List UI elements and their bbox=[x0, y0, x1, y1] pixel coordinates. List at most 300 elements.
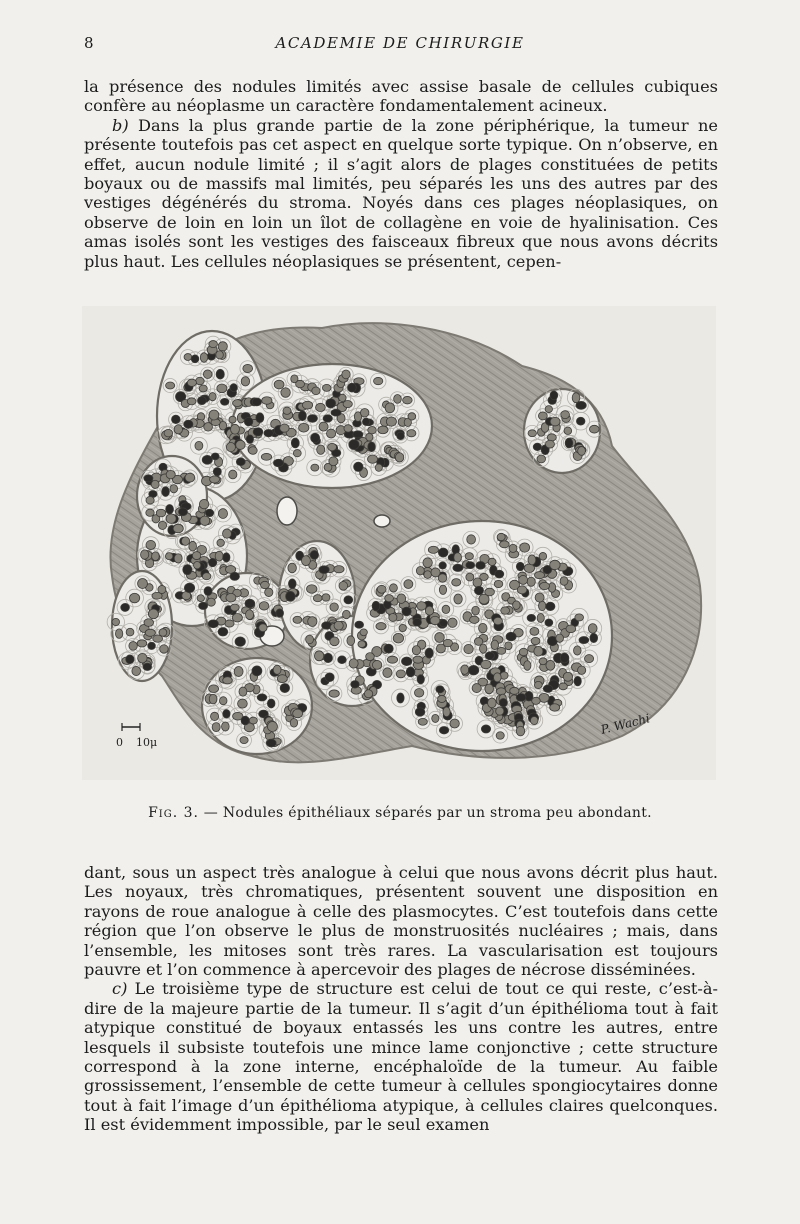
cell-nucleus bbox=[374, 377, 383, 384]
cell-nucleus bbox=[266, 739, 276, 747]
cell-nucleus bbox=[316, 403, 326, 411]
cell-nucleus bbox=[322, 594, 330, 601]
cell-nucleus bbox=[476, 562, 485, 570]
cell-nucleus bbox=[509, 544, 517, 552]
cell-nucleus bbox=[222, 722, 230, 731]
cell-nucleus bbox=[575, 614, 584, 621]
cell-nucleus bbox=[121, 603, 130, 611]
cell-nucleus bbox=[257, 694, 267, 701]
cell-nucleus bbox=[454, 553, 462, 563]
cell-nucleus bbox=[307, 585, 317, 593]
cell-nucleus bbox=[505, 642, 512, 650]
cell-nucleus bbox=[313, 595, 322, 602]
cell-nucleus bbox=[273, 459, 283, 467]
cell-nucleus bbox=[229, 470, 237, 479]
cell-nucleus bbox=[450, 719, 459, 728]
cell-nucleus bbox=[452, 579, 461, 586]
cell-nucleus bbox=[574, 676, 581, 686]
histology-figure bbox=[82, 306, 716, 780]
cell-nucleus bbox=[183, 565, 192, 575]
cell-nucleus bbox=[296, 380, 305, 388]
cell-nucleus bbox=[499, 699, 507, 707]
cell-nucleus bbox=[406, 667, 415, 677]
cell-nucleus bbox=[496, 707, 504, 715]
caption-label: Fig. 3. bbox=[148, 805, 200, 821]
cell-nucleus bbox=[343, 400, 352, 407]
cell-nucleus bbox=[564, 427, 572, 434]
cell-nucleus bbox=[393, 633, 403, 643]
cell-nucleus bbox=[560, 577, 568, 586]
cell-nucleus bbox=[438, 695, 446, 702]
body-text-top bbox=[84, 77, 718, 271]
cell-nucleus bbox=[166, 382, 175, 389]
cell-nucleus bbox=[355, 621, 364, 628]
cell-nucleus bbox=[238, 699, 248, 708]
cell-nucleus bbox=[397, 594, 406, 604]
cell-nucleus bbox=[540, 582, 550, 589]
cell-nucleus bbox=[399, 624, 406, 631]
cell-nucleus bbox=[213, 467, 221, 475]
cell-nucleus bbox=[215, 551, 223, 561]
cell-nucleus bbox=[141, 550, 149, 559]
cell-nucleus bbox=[438, 548, 448, 557]
cell-nucleus bbox=[311, 464, 319, 471]
cell-nucleus bbox=[202, 455, 212, 464]
cell-nucleus bbox=[129, 593, 139, 603]
cell-nucleus bbox=[196, 377, 205, 385]
cell-nucleus bbox=[184, 583, 194, 593]
figure-caption bbox=[0, 805, 800, 821]
cell-nucleus bbox=[172, 415, 181, 423]
cell-nucleus bbox=[326, 429, 335, 438]
cell-nucleus bbox=[372, 601, 380, 611]
cell-nucleus bbox=[493, 617, 502, 624]
cell-nucleus bbox=[338, 656, 347, 664]
cell-nucleus bbox=[443, 639, 452, 646]
cell-nucleus bbox=[415, 708, 424, 716]
cell-nucleus bbox=[311, 433, 320, 442]
cell-nucleus bbox=[383, 668, 392, 678]
cell-nucleus bbox=[256, 413, 264, 423]
cell-nucleus bbox=[246, 610, 254, 620]
cell-nucleus bbox=[144, 475, 153, 482]
cell-nucleus bbox=[545, 406, 552, 413]
cell-nucleus bbox=[217, 539, 224, 546]
cell-nucleus bbox=[403, 396, 413, 403]
cell-nucleus bbox=[231, 424, 240, 434]
cell-nucleus bbox=[368, 455, 378, 463]
cell-nucleus bbox=[545, 440, 554, 448]
cell-nucleus bbox=[223, 553, 230, 562]
cell-nucleus bbox=[330, 637, 339, 646]
cell-nucleus bbox=[203, 370, 212, 379]
cell-nucleus bbox=[474, 586, 483, 595]
paragraph-text: Le troisième type de structure est celui de tout ce qui reste, c’est-à-dire de la majeure partie de la tumeur. Il s’agit d’un épithélioma tout à fait atypique constitué de boyaux entassés les uns contre les autres, entre lesquels il subsiste toutefois une mince lame conjonctive ; cette structure correspond à la zone interne, encéphaloïde de la tumeur. Au faible grossissement, l’ensemble de cette tumeur à cellules spongiocytaires donne tout à fait l’image d’un épithélioma atypique, à cellules claires quelconques. Il est évidemment impossible, par le seul examen bbox=[84, 979, 718, 1135]
cell-nucleus bbox=[538, 412, 547, 420]
cell-nucleus bbox=[151, 480, 159, 488]
cell-nucleus bbox=[173, 524, 183, 533]
cell-nucleus bbox=[348, 383, 357, 392]
cell-nucleus bbox=[164, 429, 173, 437]
cell-nucleus bbox=[185, 473, 195, 482]
cell-nucleus bbox=[360, 629, 367, 636]
running-title: ACADEMIE DE CHIRURGIE bbox=[275, 34, 525, 52]
cell-nucleus bbox=[293, 616, 302, 623]
cell-nucleus bbox=[249, 447, 258, 455]
cell-nucleus bbox=[461, 665, 469, 674]
cell-nucleus bbox=[331, 409, 341, 416]
cell-nucleus bbox=[165, 553, 172, 560]
cell-nucleus bbox=[358, 641, 366, 648]
cell-nucleus bbox=[485, 652, 494, 660]
histology-drawing bbox=[82, 306, 716, 780]
cell-nucleus bbox=[211, 712, 219, 720]
cell-nucleus bbox=[550, 560, 560, 569]
cell-nucleus bbox=[323, 415, 332, 422]
cell-nucleus bbox=[158, 585, 166, 593]
cell-nucleus bbox=[520, 543, 530, 552]
cell-nucleus bbox=[435, 633, 445, 643]
cell-nucleus bbox=[488, 558, 496, 565]
list-label: c) bbox=[112, 979, 128, 999]
cell-nucleus bbox=[301, 556, 310, 566]
cell-nucleus bbox=[539, 552, 546, 560]
paragraph: dant, sous un aspect très analogue à celui que nous avons décrit plus haut. Les noyaux, très chromatiques, présentent souvent une disposition en rayons de roue analogue à celle des plasmocytes. C’est toutefois dans cette région que l’on observe le plus de monstruosités nucléaires ; mais, dans l’ensemble, les mitoses sont très rares. La vascularisation est toujours pauvre et l’on commence à apercevoir des plages de nécrose disséminées. bbox=[84, 863, 718, 980]
cell-nucleus bbox=[516, 694, 526, 702]
cell-nucleus bbox=[414, 688, 423, 697]
cell-nucleus bbox=[404, 580, 413, 589]
cell-nucleus bbox=[166, 514, 176, 524]
cell-nucleus bbox=[378, 426, 388, 434]
cell-nucleus bbox=[223, 677, 233, 684]
cell-nucleus bbox=[364, 690, 372, 698]
cell-nucleus bbox=[195, 441, 203, 450]
cell-nucleus bbox=[416, 567, 424, 575]
paragraph: la présence des nodules limités avec assise basale de cellules cubiques confère au néoplasme un caractère fondamentalement acineux. bbox=[84, 77, 718, 116]
cell-nucleus bbox=[218, 509, 227, 519]
scale-bar bbox=[116, 723, 157, 749]
cell-nucleus bbox=[236, 458, 245, 466]
cell-nucleus bbox=[538, 601, 545, 611]
cell-nucleus bbox=[385, 403, 395, 413]
cell-nucleus bbox=[496, 688, 505, 695]
cell-nucleus bbox=[291, 438, 299, 448]
cell-nucleus bbox=[249, 717, 257, 724]
cell-nucleus bbox=[488, 698, 497, 708]
cell-nucleus bbox=[418, 718, 427, 725]
cell-nucleus bbox=[210, 476, 220, 483]
cell-nucleus bbox=[547, 434, 556, 441]
cell-nucleus bbox=[212, 723, 220, 732]
cell-nucleus bbox=[146, 496, 154, 504]
cell-nucleus bbox=[432, 714, 439, 722]
cell-nucleus bbox=[216, 351, 224, 359]
cell-nucleus bbox=[377, 585, 386, 593]
cell-nucleus bbox=[491, 640, 499, 650]
cell-nucleus bbox=[465, 553, 473, 560]
cell-nucleus bbox=[286, 591, 295, 601]
cell-nucleus bbox=[402, 657, 412, 666]
cell-nucleus bbox=[534, 646, 543, 656]
cell-nucleus bbox=[267, 699, 275, 708]
cell-nucleus bbox=[495, 570, 504, 578]
cell-nucleus bbox=[319, 566, 329, 574]
cell-nucleus bbox=[480, 573, 489, 580]
cell-nucleus bbox=[530, 627, 539, 635]
cell-nucleus bbox=[216, 369, 224, 379]
cell-nucleus bbox=[384, 644, 393, 653]
cell-nucleus bbox=[310, 551, 318, 560]
cell-nucleus bbox=[524, 661, 531, 671]
cell-nucleus bbox=[417, 602, 427, 611]
paragraph-text: Dans la plus grande partie de la zone périphérique, la tumeur ne présente toutefois pas cet aspect en quelque sorte typique. On n’observe, en effet, aucun nodule limité ; il s’agit alors de plages constituées de petits boyaux ou de massifs mal limités, peu séparés les uns des autres par des vestiges dégénérés du stroma. Noyés dans ces plages néoplasiques, on observe de loin en loin un îlot de collagène en voie de hyalinisation. Ces amas isolés sont les vestiges des faisceaux fibreux que nous avons décrits plus haut. Les cellules néoplasiques se présentent, cepen- bbox=[84, 115, 718, 271]
cell-nucleus bbox=[232, 614, 242, 622]
cell-nucleus bbox=[179, 508, 188, 516]
cell-nucleus bbox=[375, 464, 382, 471]
cell-nucleus bbox=[252, 666, 262, 676]
cell-nucleus bbox=[543, 685, 553, 692]
cell-nucleus bbox=[262, 397, 272, 405]
cell-nucleus bbox=[199, 499, 208, 508]
cell-nucleus bbox=[158, 521, 166, 529]
cell-nucleus bbox=[312, 387, 320, 395]
cell-nucleus bbox=[394, 395, 402, 404]
cell-nucleus bbox=[517, 586, 527, 594]
vessel-lumen bbox=[277, 497, 297, 525]
cell-nucleus bbox=[184, 420, 193, 428]
cell-nucleus bbox=[472, 684, 481, 693]
cell-nucleus bbox=[368, 426, 377, 433]
cell-nucleus bbox=[236, 440, 245, 449]
cell-nucleus bbox=[229, 416, 236, 423]
cell-nucleus bbox=[226, 442, 235, 451]
cell-nucleus bbox=[194, 562, 201, 569]
cell-nucleus bbox=[244, 417, 253, 426]
cell-nucleus bbox=[527, 577, 535, 586]
cell-nucleus bbox=[137, 640, 147, 647]
cell-nucleus bbox=[145, 629, 155, 636]
cell-nucleus bbox=[436, 686, 444, 693]
cell-nucleus bbox=[306, 635, 314, 644]
cell-nucleus bbox=[550, 391, 558, 400]
cell-nucleus bbox=[148, 642, 156, 649]
cell-nucleus bbox=[209, 393, 216, 401]
cell-nucleus bbox=[532, 697, 541, 704]
cell-nucleus bbox=[241, 716, 249, 725]
cell-nucleus bbox=[264, 429, 274, 436]
cell-nucleus bbox=[189, 541, 197, 551]
cell-nucleus bbox=[387, 656, 397, 663]
cell-nucleus bbox=[481, 725, 490, 733]
cell-nucleus bbox=[220, 398, 228, 405]
cell-nucleus bbox=[546, 602, 555, 610]
cell-nucleus bbox=[519, 575, 528, 584]
cell-nucleus bbox=[530, 716, 538, 724]
cell-nucleus bbox=[187, 379, 196, 386]
scale-zero: 0 bbox=[116, 736, 123, 749]
cell-nucleus bbox=[354, 462, 363, 471]
cell-nucleus bbox=[252, 398, 261, 406]
cell-nucleus bbox=[261, 581, 270, 588]
cell-nucleus bbox=[396, 670, 405, 678]
cell-nucleus bbox=[563, 672, 572, 681]
cell-nucleus bbox=[353, 431, 363, 438]
cell-nucleus bbox=[290, 718, 297, 727]
cell-nucleus bbox=[423, 558, 432, 568]
cell-nucleus bbox=[334, 566, 344, 573]
cell-nucleus bbox=[430, 616, 440, 624]
body-text-bottom bbox=[84, 863, 718, 1135]
cell-nucleus bbox=[516, 726, 524, 736]
page-number: 8 bbox=[84, 34, 94, 52]
cell-nucleus bbox=[159, 629, 167, 637]
cell-nucleus bbox=[317, 445, 325, 454]
cell-nucleus bbox=[205, 509, 213, 516]
cell-nucleus bbox=[385, 595, 394, 602]
cell-nucleus bbox=[576, 417, 585, 425]
cell-nucleus bbox=[280, 683, 289, 692]
cell-nucleus bbox=[288, 579, 296, 589]
cell-nucleus bbox=[533, 443, 541, 450]
cell-nucleus bbox=[342, 370, 350, 379]
cell-nucleus bbox=[334, 621, 343, 630]
cell-nucleus bbox=[376, 623, 386, 630]
cell-nucleus bbox=[516, 562, 524, 570]
cell-nucleus bbox=[496, 732, 504, 739]
cell-nucleus bbox=[245, 599, 255, 608]
cell-nucleus bbox=[129, 642, 137, 651]
cell-nucleus bbox=[510, 687, 519, 694]
cell-nucleus bbox=[550, 704, 560, 711]
cell-nucleus bbox=[192, 552, 201, 560]
cell-nucleus bbox=[299, 411, 307, 421]
cell-nucleus bbox=[280, 424, 289, 432]
cell-nucleus bbox=[253, 428, 263, 436]
cell-nucleus bbox=[208, 558, 216, 566]
cell-nucleus bbox=[218, 628, 228, 637]
cell-nucleus bbox=[174, 554, 182, 563]
cell-nucleus bbox=[209, 685, 219, 693]
cell-nucleus bbox=[556, 634, 564, 642]
cell-nucleus bbox=[233, 400, 242, 407]
cell-nucleus bbox=[226, 593, 236, 602]
cell-nucleus bbox=[485, 684, 494, 694]
artist-signature: P. Wachi bbox=[599, 711, 652, 737]
cell-nucleus bbox=[454, 594, 462, 604]
cell-nucleus bbox=[277, 675, 287, 683]
cell-nucleus bbox=[579, 637, 589, 644]
cell-nucleus bbox=[162, 487, 170, 497]
cell-nucleus bbox=[324, 653, 333, 662]
cell-nucleus bbox=[412, 646, 420, 655]
cell-nucleus bbox=[413, 656, 423, 663]
cell-nucleus bbox=[343, 610, 351, 619]
list-label: b) bbox=[112, 115, 129, 135]
cell-nucleus bbox=[274, 380, 284, 389]
cell-nucleus bbox=[191, 355, 199, 363]
cell-nucleus bbox=[293, 450, 301, 457]
cell-nucleus bbox=[349, 659, 358, 668]
cell-nucleus bbox=[559, 683, 567, 690]
cell-nucleus bbox=[243, 364, 253, 372]
cell-nucleus bbox=[386, 417, 396, 426]
cell-nucleus bbox=[329, 457, 338, 466]
cell-nucleus bbox=[281, 388, 290, 398]
cell-nucleus bbox=[152, 552, 160, 561]
cell-nucleus bbox=[198, 396, 207, 404]
cell-nucleus bbox=[494, 580, 503, 587]
cell-nucleus bbox=[328, 443, 337, 450]
cell-nucleus bbox=[497, 533, 505, 540]
cell-nucleus bbox=[467, 535, 476, 544]
cell-nucleus bbox=[347, 636, 355, 646]
cell-nucleus bbox=[397, 693, 404, 703]
cell-nucleus bbox=[115, 629, 122, 638]
cell-nucleus bbox=[132, 666, 141, 675]
cell-nucleus bbox=[572, 393, 580, 403]
cell-nucleus bbox=[234, 667, 243, 677]
cell-nucleus bbox=[366, 653, 375, 661]
cell-nucleus bbox=[535, 593, 544, 602]
cell-nucleus bbox=[402, 607, 411, 616]
cell-nucleus bbox=[197, 595, 204, 602]
cell-nucleus bbox=[170, 485, 178, 493]
cell-nucleus bbox=[372, 660, 381, 669]
cell-nucleus bbox=[288, 563, 297, 573]
cell-nucleus bbox=[440, 619, 448, 626]
cell-nucleus bbox=[344, 425, 352, 432]
scale-label: 10μ bbox=[136, 736, 158, 749]
cell-nucleus bbox=[590, 633, 598, 642]
cell-nucleus bbox=[501, 607, 510, 614]
cell-nucleus bbox=[299, 423, 309, 432]
cell-nucleus bbox=[187, 398, 196, 405]
cell-nucleus bbox=[259, 602, 269, 610]
cell-nucleus bbox=[439, 585, 446, 594]
cell-nucleus bbox=[588, 624, 597, 634]
cell-nucleus bbox=[267, 722, 277, 732]
cell-nucleus bbox=[513, 601, 521, 610]
cell-nucleus bbox=[389, 613, 397, 621]
cell-nucleus bbox=[314, 651, 323, 661]
cell-nucleus bbox=[527, 614, 535, 621]
cell-nucleus bbox=[166, 470, 175, 478]
cell-nucleus bbox=[181, 537, 189, 545]
cell-nucleus bbox=[308, 617, 317, 627]
cell-nucleus bbox=[184, 354, 192, 361]
cell-nucleus bbox=[199, 602, 208, 609]
cell-nucleus bbox=[174, 425, 182, 434]
cell-nucleus bbox=[408, 413, 416, 420]
caption-text: — Nodules épithéliaux séparés par un stroma peu abondant. bbox=[199, 805, 652, 821]
cell-nucleus bbox=[202, 573, 211, 580]
cell-nucleus bbox=[497, 647, 506, 654]
cell-nucleus bbox=[225, 620, 234, 627]
cell-nucleus bbox=[261, 453, 271, 460]
cell-nucleus bbox=[506, 632, 516, 640]
cell-nucleus bbox=[302, 401, 312, 409]
cell-nucleus bbox=[464, 644, 473, 653]
cell-nucleus bbox=[439, 562, 446, 569]
cell-nucleus bbox=[578, 447, 586, 456]
cell-nucleus bbox=[223, 529, 232, 538]
cell-nucleus bbox=[126, 655, 134, 664]
cell-nucleus bbox=[560, 653, 569, 663]
cell-nucleus bbox=[218, 342, 227, 351]
cell-nucleus bbox=[339, 582, 348, 591]
cell-nucleus bbox=[368, 442, 375, 452]
cell-nucleus bbox=[395, 453, 403, 462]
